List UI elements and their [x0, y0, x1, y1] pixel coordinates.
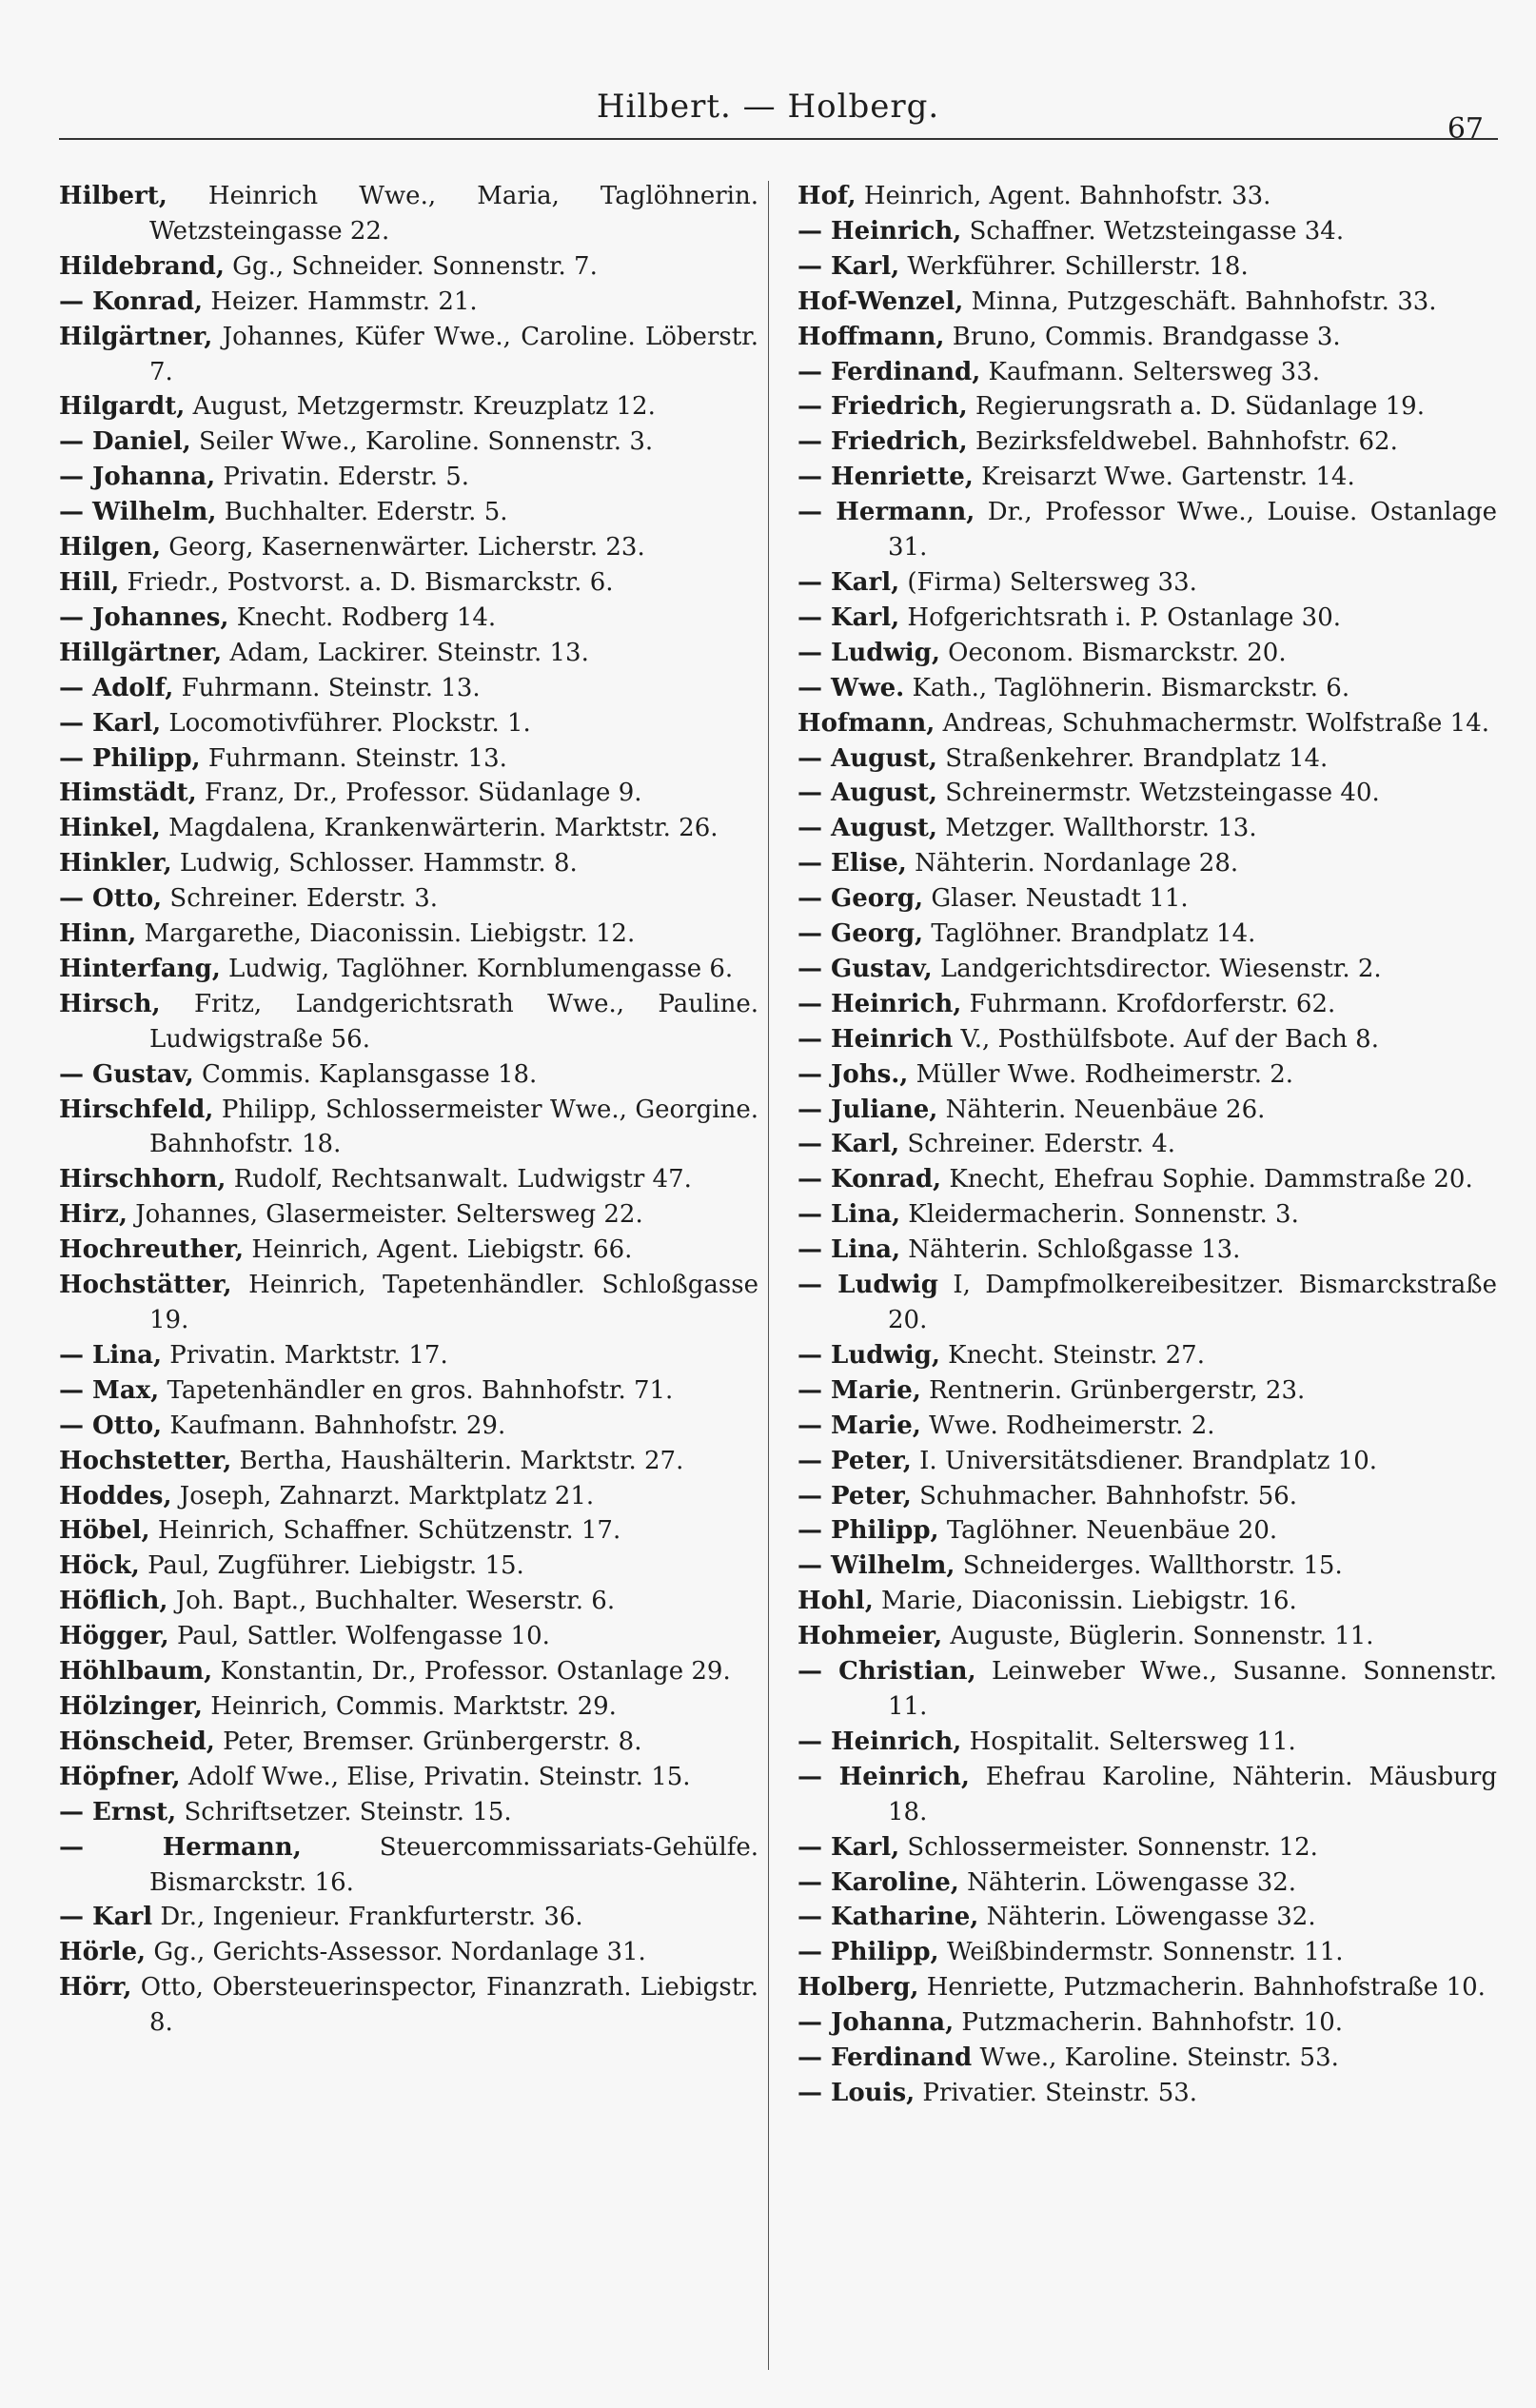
entry-name: — Marie, [798, 1375, 921, 1405]
entry-details: Werkführer. Schillerstr. 18. [907, 251, 1249, 281]
directory-entry [798, 389, 1497, 424]
entry-details: Müller Wwe. Rodheimerstr. 2. [916, 1059, 1294, 1089]
entry-details: Schuhmacher. Bahnhofstr. 56. [919, 1481, 1298, 1510]
entry-details: Bertha, Haushälterin. Marktstr. 27. [239, 1446, 684, 1475]
entry-name: Hochreuther, [59, 1235, 245, 1265]
entry-details: Bezirksfeldwebel. Bahnhofstr. 62. [975, 427, 1398, 457]
directory-entry [59, 285, 758, 320]
entry-name: — Gustav, [59, 1059, 194, 1089]
directory-entry [798, 706, 1497, 741]
directory-entry [798, 249, 1497, 285]
directory-entry [798, 987, 1497, 1022]
directory-entry [798, 636, 1497, 671]
entry-name: Hohl, [798, 1587, 874, 1616]
directory-entry [59, 846, 758, 881]
entry-name: Hochstetter, [59, 1446, 232, 1475]
entry-details: Kleidermacherin. Sonnenstr. 3. [908, 1200, 1299, 1230]
entry-name: Hörr, [59, 1973, 132, 2003]
entry-details: V., Posthülfsbote. Auf der Bach 8. [960, 1024, 1379, 1054]
directory-entry [59, 1197, 758, 1233]
entry-name: Hoffmann, [798, 322, 945, 351]
entry-name: — Ludwig, [798, 638, 940, 667]
entry-name: Himstädt, [59, 779, 197, 808]
entry-details: Otto, Obersteuerinspector, Finanzrath. Liebigstr. 8. [140, 1973, 758, 2038]
entry-name: — Ludwig, [798, 1340, 940, 1370]
page-number: 67 [1447, 112, 1484, 146]
entry-name: — Max, [59, 1375, 160, 1405]
entry-details: Wwe. Rodheimerstr. 2. [929, 1411, 1215, 1440]
directory-entry [798, 1865, 1497, 1901]
entry-name: Hirschfeld, [59, 1095, 214, 1124]
entry-name: — Heinrich, [798, 1762, 970, 1791]
entry-name: Hilgärtner, [59, 322, 213, 351]
entry-name: — Johannes, [59, 602, 229, 632]
entry-name: — Wwe. [798, 673, 905, 702]
directory-entry [798, 424, 1497, 460]
directory-entry [59, 249, 758, 285]
entry-details: Marie, Diaconissin. Liebigstr. 16. [881, 1587, 1297, 1616]
entry-details: Gg., Gerichts-Assessor. Nordanlage 31. [153, 1938, 646, 1967]
entry-name: Höck, [59, 1551, 140, 1581]
entry-details: Taglöhner. Neuenbäue 20. [946, 1516, 1278, 1546]
entry-details: Minna, Putzgeschäft. Bahnhofstr. 33. [971, 286, 1437, 316]
directory-entry [798, 1479, 1497, 1514]
directory-entry [798, 1830, 1497, 1865]
entry-name: — Peter, [798, 1446, 912, 1475]
directory-entry [59, 952, 758, 987]
entry-name: — Christian, [798, 1657, 976, 1687]
directory-entry [798, 495, 1497, 565]
entry-name: — Lina, [59, 1340, 163, 1370]
directory-entry [798, 881, 1497, 917]
directory-entry [59, 1935, 758, 1970]
entry-details: I. Universitätsdiener. Brandplatz 10. [919, 1446, 1378, 1475]
entry-name: Hilbert, [59, 182, 167, 210]
entry-name: Hof, [798, 182, 857, 210]
directory-entry [798, 601, 1497, 636]
entry-details: Fritz, Landgerichtsrath Wwe., Pauline. Ludwigstraße 56. [149, 989, 759, 1054]
entry-details: Paul, Zugführer. Liebigstr. 15. [148, 1551, 524, 1581]
directory-entry [59, 1338, 758, 1373]
directory-entry [798, 2041, 1497, 2076]
entry-name: Hochstätter, [59, 1271, 232, 1300]
directory-entry [59, 1162, 758, 1197]
entry-details: Bruno, Commis. Brandgasse 3. [952, 322, 1341, 351]
directory-entry [59, 1233, 758, 1268]
directory-entry [798, 1338, 1497, 1373]
entry-name: — Karl, [798, 602, 900, 632]
entry-name: — Ferdinand [798, 2043, 973, 2073]
entry-name: — Wilhelm, [798, 1551, 955, 1581]
directory-entry [59, 1654, 758, 1689]
entry-details: Seiler Wwe., Karoline. Sonnenstr. 3. [198, 427, 654, 457]
entry-details: Dr., Ingenieur. Frankfurterstr. 36. [160, 1903, 583, 1932]
entry-details: Fuhrmann. Steinstr. 13. [181, 673, 481, 702]
entry-name: — Konrad, [798, 1165, 942, 1194]
entry-details: Nähterin. Löwengasse 32. [967, 1867, 1297, 1897]
entry-name: — Elise, [798, 849, 907, 878]
entry-details: Franz, Dr., Professor. Südanlage 9. [204, 779, 642, 808]
entry-details: August, Metzgermstr. Kreuzplatz 12. [192, 392, 656, 422]
directory-entry [798, 2076, 1497, 2111]
directory-entry [798, 2005, 1497, 2041]
entry-details: Auguste, Büglerin. Sonnenstr. 11. [950, 1622, 1374, 1651]
directory-entry [59, 1479, 758, 1514]
entry-name: Höhlbaum, [59, 1657, 213, 1687]
directory-entry [59, 776, 758, 811]
entry-details: Dr., Professor Wwe., Louise. Ostanlage 31. [888, 498, 1497, 563]
entry-details: Landgerichtsdirector. Wiesenstr. 2. [939, 954, 1382, 983]
directory-entry [59, 1444, 758, 1479]
entry-name: — Hermann, [798, 498, 975, 527]
entry-details: Hospitalit. Seltersweg 11. [969, 1727, 1296, 1756]
entry-details: Heinrich, Agent. Bahnhofstr. 33. [863, 182, 1271, 210]
entry-name: — Katharine, [798, 1903, 979, 1932]
directory-entry [798, 1584, 1497, 1619]
entry-name: Högger, [59, 1622, 169, 1651]
entry-name: — Friedrich, [798, 392, 968, 422]
entry-details: Regierungsrath a. D. Südanlage 19. [975, 392, 1425, 422]
entry-name: — Otto, [59, 1411, 163, 1440]
entry-name: — Karoline, [798, 1867, 959, 1897]
entry-details: Peter, Bremser. Grünbergerstr. 8. [223, 1727, 642, 1756]
directory-entry [59, 1268, 758, 1338]
directory-entry [798, 1619, 1497, 1654]
entry-details: Schaffner. Wetzsteingasse 34. [969, 216, 1345, 246]
directory-entry [798, 565, 1497, 601]
entry-details: Rudolf, Rechtsanwalt. Ludwigstr 47. [233, 1165, 692, 1194]
entry-details: Kaufmann. Bahnhofstr. 29. [169, 1411, 506, 1440]
entry-name: — August, [798, 814, 937, 843]
entry-details: Schlossermeister. Sonnenstr. 12. [907, 1832, 1318, 1862]
right-column [798, 179, 1497, 2111]
directory-entry [59, 1619, 758, 1654]
entry-details: Leinweber Wwe., Susanne. Sonnenstr. 11. [888, 1657, 1498, 1721]
entry-name: — Adolf, [59, 673, 174, 702]
entry-details: Magdalena, Krankenwärterin. Marktstr. 26. [168, 814, 719, 843]
entry-details: Fuhrmann. Steinstr. 13. [207, 743, 507, 773]
header-rule [59, 138, 1498, 140]
directory-entry [798, 1725, 1497, 1760]
directory-entry [59, 671, 758, 706]
directory-entry [59, 565, 758, 601]
directory-entry [59, 1830, 758, 1901]
entry-details: Johannes, Glasermeister. Seltersweg 22. [135, 1200, 643, 1230]
entry-name: — Philipp, [798, 1516, 939, 1546]
directory-entry [798, 1935, 1497, 1970]
entry-name: — Karl, [798, 251, 900, 281]
entry-name: — Ferdinand, [798, 357, 981, 386]
entry-details: Taglöhner. Brandplatz 14. [931, 919, 1256, 949]
entry-details: Nähterin. Nordanlage 28. [915, 849, 1239, 878]
entry-name: — Georg, [798, 884, 924, 914]
entry-details: Philipp, Schlossermeister Wwe., Georgine. Bahnhofstr. 18. [149, 1095, 758, 1159]
directory-entry [798, 1900, 1497, 1935]
entry-details: Commis. Kaplansgasse 18. [201, 1059, 538, 1089]
entry-details: Kaufmann. Seltersweg 33. [988, 357, 1321, 386]
entry-details: Paul, Sattler. Wolfengasse 10. [176, 1622, 550, 1651]
entry-details: Privatin. Marktstr. 17. [169, 1340, 448, 1370]
entry-name: — Juliane, [798, 1095, 938, 1124]
entry-details: Konstantin, Dr., Professor. Ostanlage 29. [220, 1657, 731, 1687]
entry-name: Hölzinger, [59, 1691, 203, 1721]
entry-details: Heinrich Wwe., Maria, Taglöhnerin. Wetzsteingasse 22. [149, 182, 759, 246]
entry-details: Weißbindermstr. Sonnenstr. 11. [946, 1938, 1344, 1967]
entry-details: Tapetenhändler en gros. Bahnhofstr. 71. [167, 1375, 674, 1405]
directory-entry [798, 846, 1497, 881]
entry-details: Ludwig, Schlosser. Hammstr. 8. [179, 849, 578, 878]
directory-entry [59, 1689, 758, 1725]
directory-entry [798, 1970, 1497, 2005]
directory-entry [798, 320, 1497, 355]
directory-entry [59, 179, 758, 249]
entry-name: Holberg, [798, 1973, 919, 2003]
directory-entry [798, 1373, 1497, 1409]
entry-name: Hirschhorn, [59, 1165, 226, 1194]
directory-entry [798, 1549, 1497, 1584]
entry-details: Nähterin. Löwengasse 32. [986, 1903, 1316, 1932]
directory-entry [59, 987, 758, 1057]
entry-details: Steuercommissariats-Gehülfe. Bismarckstr. 16. [149, 1832, 759, 1897]
entry-name: Hilgen, [59, 533, 161, 563]
entry-details: Hofgerichtsrath i. P. Ostanlage 30. [907, 602, 1342, 632]
entry-name: Höbel, [59, 1516, 150, 1546]
directory-entry [798, 671, 1497, 706]
directory-entry [798, 460, 1497, 495]
directory-entry [59, 917, 758, 952]
entry-name: — Johanna, [59, 463, 216, 492]
entry-details: Putzmacherin. Bahnhofstr. 10. [961, 2008, 1344, 2038]
entry-details: Locomotivführer. Plockstr. 1. [168, 708, 531, 738]
entry-name: Hof-Wenzel, [798, 286, 964, 316]
directory-entry [798, 1127, 1497, 1162]
entry-details: Rentnerin. Grünbergerstr, 23. [929, 1375, 1306, 1405]
directory-entry [798, 1268, 1497, 1338]
directory-entry [798, 1654, 1497, 1725]
entry-name: Hönscheid, [59, 1727, 215, 1756]
column-divider [768, 181, 769, 2370]
entry-name: Höpfner, [59, 1762, 181, 1791]
entry-name: — Marie, [798, 1411, 921, 1440]
entry-name: — Otto, [59, 884, 163, 914]
entry-name: — Heinrich [798, 1024, 954, 1054]
entry-details: Joh. Bapt., Buchhalter. Weserstr. 6. [175, 1587, 616, 1616]
entry-name: — Georg, [798, 919, 924, 949]
entry-name: Hinterfang, [59, 954, 221, 983]
entry-name: Hirz, [59, 1200, 128, 1230]
entry-details: Metzger. Wallthorstr. 13. [945, 814, 1257, 843]
directory-entry [59, 1584, 758, 1619]
directory-entry [59, 389, 758, 424]
entry-name: Hildebrand, [59, 251, 225, 281]
entry-details: Adolf Wwe., Elise, Privatin. Steinstr. 15. [187, 1762, 691, 1791]
entry-details: Buchhalter. Ederstr. 5. [224, 498, 508, 527]
entry-name: Hinn, [59, 919, 137, 949]
directory-entry [798, 917, 1497, 952]
directory-entry [59, 811, 758, 846]
entry-name: — Heinrich, [798, 216, 962, 246]
entry-name: — Lina, [798, 1200, 901, 1230]
left-column [59, 179, 758, 2041]
entry-name: — Johs., [798, 1059, 909, 1089]
entry-details: Schreiner. Ederstr. 3. [169, 884, 439, 914]
directory-entry [798, 1513, 1497, 1549]
directory-entry [59, 706, 758, 741]
entry-name: — Karl, [798, 567, 900, 597]
directory-entry [59, 1725, 758, 1760]
directory-entry [59, 1795, 758, 1830]
entry-name: — Karl, [798, 1832, 900, 1862]
entry-name: Hilgardt, [59, 392, 186, 422]
entry-name: Hoddes, [59, 1481, 172, 1510]
directory-entry [59, 460, 758, 495]
entry-details: Glaser. Neustadt 11. [931, 884, 1189, 914]
entry-details: Johannes, Küfer Wwe., Caroline. Löberstr. 7. [149, 322, 758, 386]
directory-entry [59, 1760, 758, 1795]
directory-entry [798, 1022, 1497, 1057]
entry-details: I, Dampfmolkereibesitzer. Bismarckstraße 20. [888, 1271, 1497, 1334]
entry-details: (Firma) Seltersweg 33. [907, 567, 1197, 597]
directory-entry [59, 1373, 758, 1409]
entry-details: Schreinermstr. Wetzsteingasse 40. [945, 779, 1380, 808]
entry-details: Joseph, Zahnarzt. Marktplatz 21. [179, 1481, 595, 1510]
entry-name: — Lina, [798, 1235, 901, 1265]
entry-name: Hillgärtner, [59, 638, 223, 667]
directory-entry [59, 1057, 758, 1093]
entry-name: — Ernst, [59, 1797, 177, 1826]
directory-entry [59, 636, 758, 671]
entry-details: Heinrich, Schaffner. Schützenstr. 17. [157, 1516, 621, 1546]
entry-details: Privatier. Steinstr. 53. [922, 2078, 1198, 2107]
entry-name: — Daniel, [59, 427, 191, 457]
entry-details: Ehefrau Karoline, Nähterin. Mäusburg 18. [888, 1762, 1497, 1826]
entry-name: — Heinrich, [798, 989, 962, 1018]
directory-entry [798, 1444, 1497, 1479]
entry-name: — Konrad, [59, 286, 204, 316]
entry-details: Schreiner. Ederstr. 4. [907, 1130, 1176, 1159]
directory-entry [798, 355, 1497, 390]
directory-entry [798, 285, 1497, 320]
entry-name: — Philipp, [798, 1938, 939, 1967]
entry-name: Hinkel, [59, 814, 161, 843]
entry-details: Straßenkehrer. Brandplatz 14. [945, 743, 1329, 773]
directory-entry [798, 776, 1497, 811]
entry-details: Wwe., Karoline. Steinstr. 53. [979, 2043, 1339, 2073]
directory-entry [798, 1409, 1497, 1444]
directory-entry [59, 1900, 758, 1935]
directory-entry [59, 424, 758, 460]
entry-name: Hill, [59, 567, 120, 597]
entry-name: — Gustav, [798, 954, 933, 983]
entry-details: Nähterin. Neuenbäue 26. [945, 1095, 1266, 1124]
entry-details: Knecht, Ehefrau Sophie. Dammstraße 20. [949, 1165, 1473, 1194]
directory-entry [59, 881, 758, 917]
entry-name: Hörle, [59, 1938, 147, 1967]
entry-details: Knecht. Steinstr. 27. [948, 1340, 1205, 1370]
directory-entry [59, 320, 758, 390]
entry-details: Heinrich, Commis. Marktstr. 29. [210, 1691, 617, 1721]
running-title: Hilbert. — Holberg. [596, 88, 940, 126]
directory-entry [798, 1162, 1497, 1197]
directory-entry [798, 1233, 1497, 1268]
directory-entry [798, 1057, 1497, 1093]
entry-details: Kreisarzt Wwe. Gartenstr. 14. [981, 463, 1355, 492]
entry-details: Margarethe, Diaconissin. Liebigstr. 12. [144, 919, 636, 949]
entry-name: — Heinrich, [798, 1727, 962, 1756]
directory-entry [59, 530, 758, 565]
directory-entry [59, 1970, 758, 2041]
entry-details: Privatin. Ederstr. 5. [223, 463, 470, 492]
directory-entry [59, 1513, 758, 1549]
entry-details: Ludwig, Taglöhner. Kornblumengasse 6. [228, 954, 734, 983]
entry-details: Henriette, Putzmacherin. Bahnhofstraße 10. [926, 1973, 1486, 2003]
entry-details: Schriftsetzer. Steinstr. 15. [184, 1797, 512, 1826]
entry-name: — Friedrich, [798, 427, 968, 457]
entry-details: Nähterin. Schloßgasse 13. [908, 1235, 1241, 1265]
entry-details: Knecht. Rodberg 14. [236, 602, 497, 632]
entry-name: Hofmann, [798, 708, 935, 738]
directory-entry [59, 601, 758, 636]
directory-entry [798, 1197, 1497, 1233]
entry-name: — Johanna, [798, 2008, 955, 2038]
directory-entry [798, 1093, 1497, 1128]
directory-entry [59, 1093, 758, 1163]
entry-name: — Louis, [798, 2078, 916, 2107]
directory-entry [59, 1549, 758, 1584]
entry-name: Höflich, [59, 1587, 168, 1616]
entry-details: Andreas, Schuhmachermstr. Wolfstraße 14. [942, 708, 1490, 738]
entry-details: Heinrich, Tapetenhändler. Schloßgasse 19. [149, 1271, 759, 1334]
entry-name: — Ludwig [798, 1271, 938, 1300]
entry-name: Hohmeier, [798, 1622, 943, 1651]
entry-name: — Wilhelm, [59, 498, 217, 527]
directory-entry [59, 495, 758, 530]
entry-name: — August, [798, 743, 937, 773]
directory-entry [798, 811, 1497, 846]
entry-name: Hinkler, [59, 849, 172, 878]
directory-entry [59, 741, 758, 777]
entry-name: — Karl, [798, 1130, 900, 1159]
entry-details: Friedr., Postvorst. a. D. Bismarckstr. 6. [127, 567, 614, 597]
directory-entry [798, 1760, 1497, 1830]
directory-entry [798, 214, 1497, 249]
entry-name: Hirsch, [59, 989, 161, 1018]
entry-details: Gg., Schneider. Sonnenstr. 7. [232, 251, 598, 281]
directory-entry [798, 741, 1497, 777]
entry-name: — Henriette, [798, 463, 974, 492]
entry-name: — Peter, [798, 1481, 912, 1510]
entry-details: Schneiderges. Wallthorstr. 15. [962, 1551, 1343, 1581]
entry-details: Adam, Lackirer. Steinstr. 13. [229, 638, 589, 667]
directory-entry [59, 1409, 758, 1444]
entry-name: — Karl [59, 1903, 153, 1932]
entry-details: Fuhrmann. Krofdorferstr. 62. [969, 989, 1336, 1018]
entry-name: — Philipp, [59, 743, 201, 773]
entry-details: Kath., Taglöhnerin. Bismarckstr. 6. [912, 673, 1350, 702]
entry-name: — Karl, [59, 708, 162, 738]
entry-name: — August, [798, 779, 937, 808]
entry-details: Oeconom. Bismarckstr. 20. [948, 638, 1287, 667]
entry-details: Georg, Kasernenwärter. Licherstr. 23. [168, 533, 645, 563]
directory-entry [798, 179, 1497, 214]
entry-details: Heinrich, Agent. Liebigstr. 66. [251, 1235, 633, 1265]
entry-name: — Hermann, [59, 1832, 302, 1862]
directory-entry [798, 952, 1497, 987]
entry-details: Heizer. Hammstr. 21. [210, 286, 478, 316]
